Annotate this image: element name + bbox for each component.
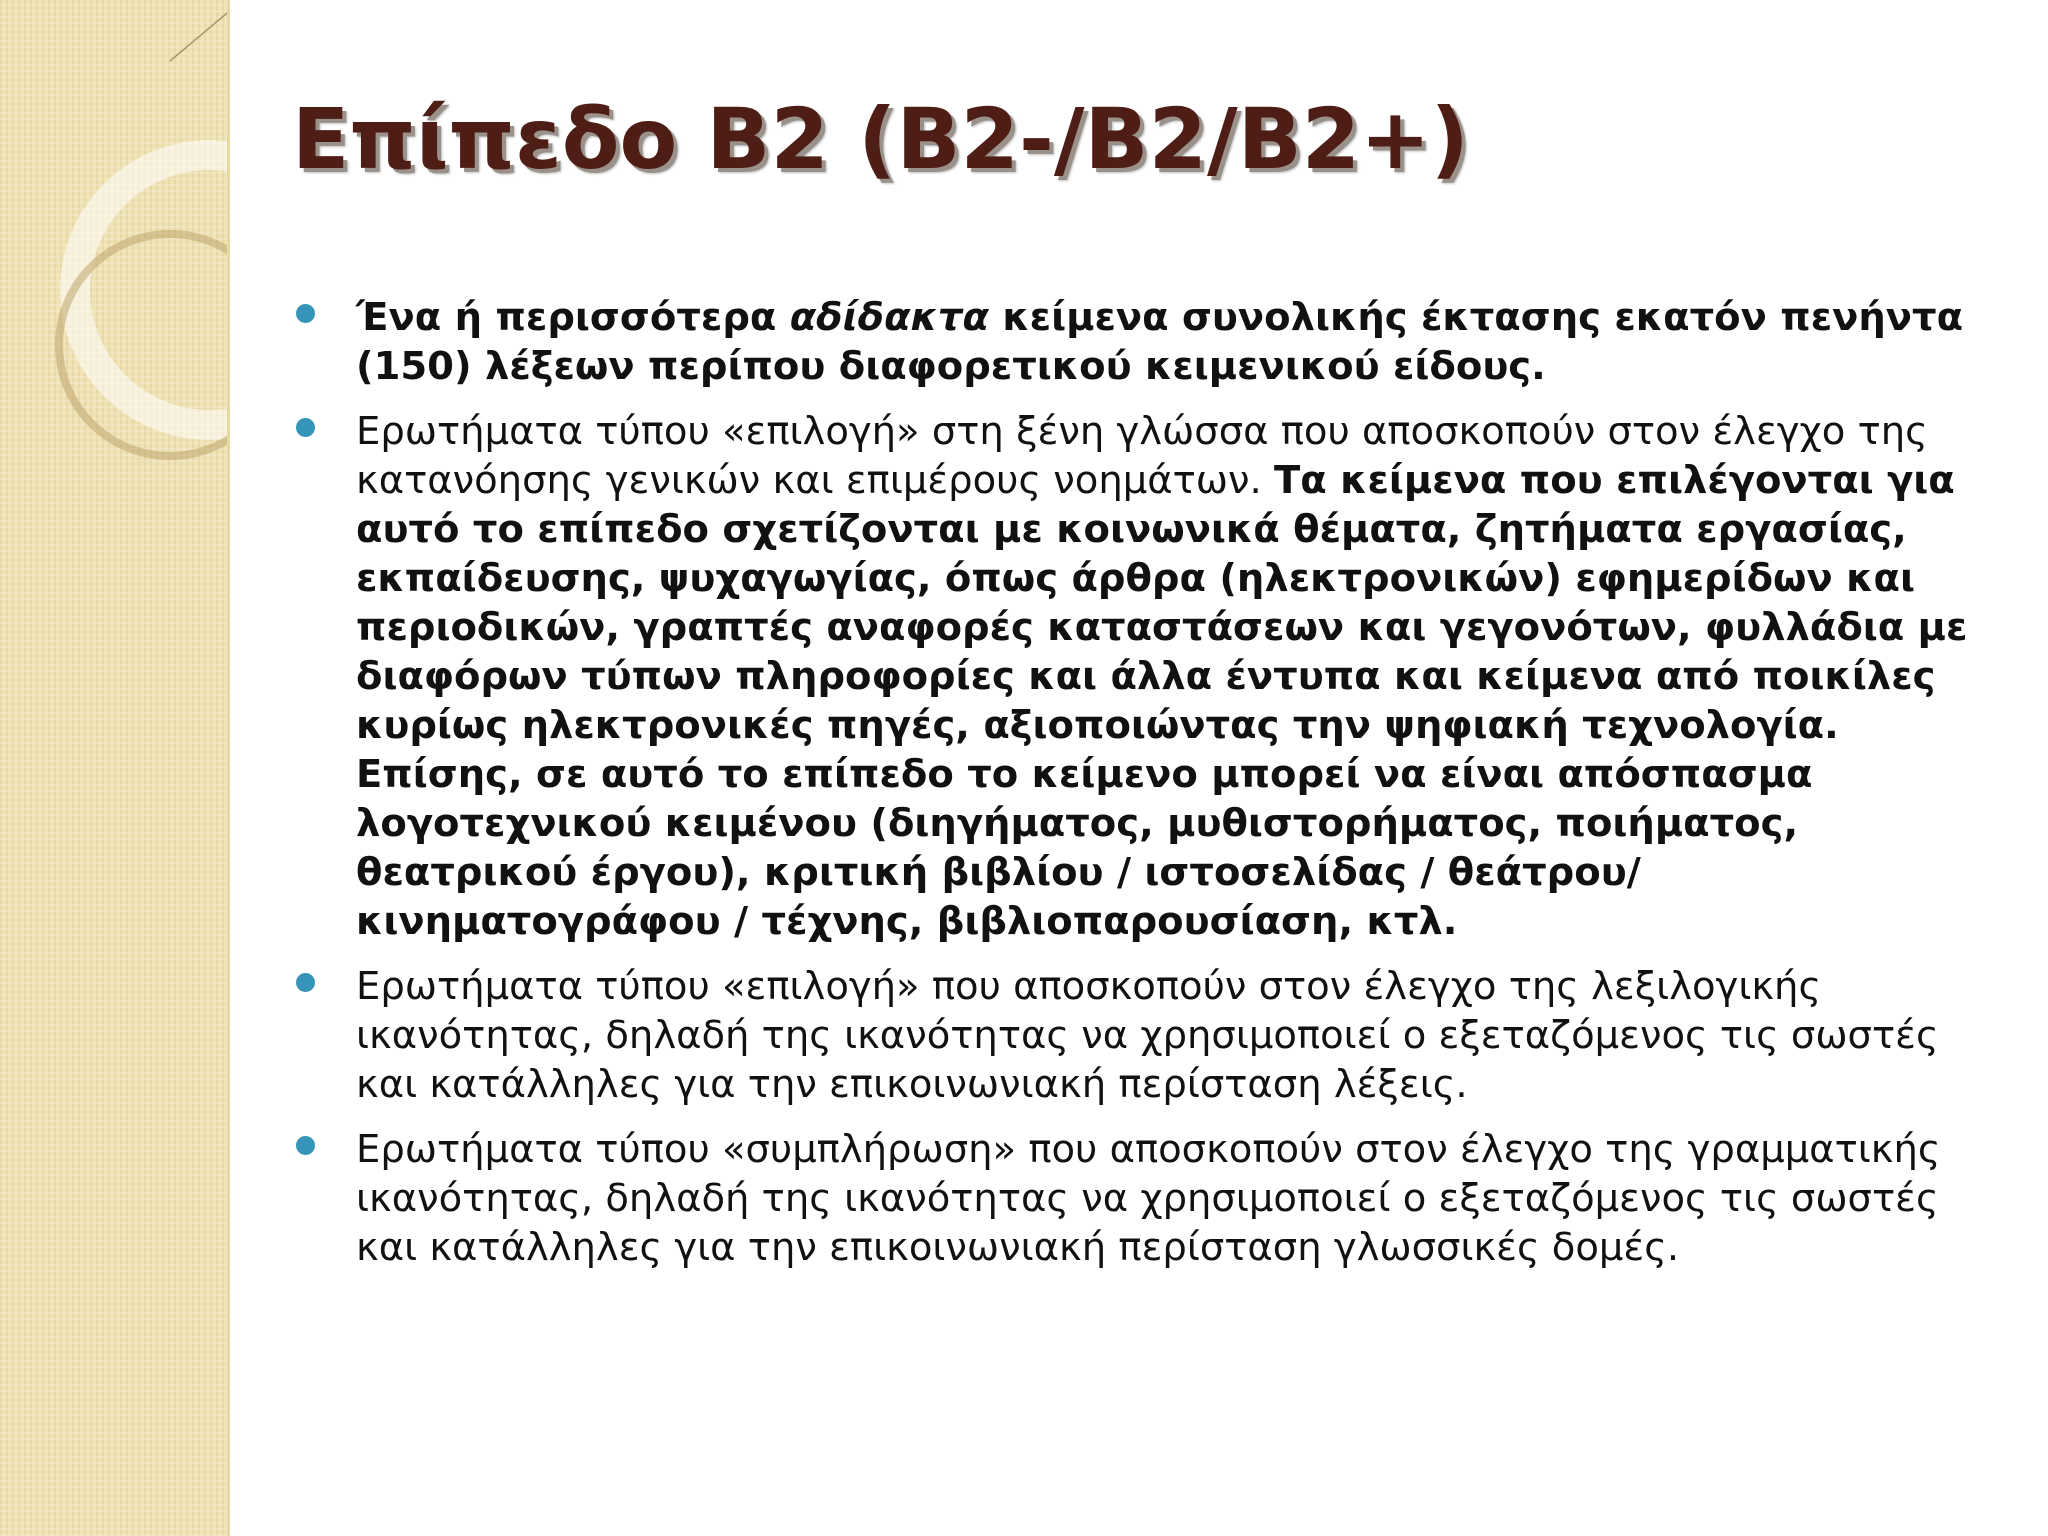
item-text: Ερωτήματα τύπου «επιλογή» που αποσκοπούν στον έλεγχο της λεξιλογικής ικανότητας, δηλαδή της ικανότητας να χρησιμοποιεί ο εξεταζόμενος τις σωστές και κατάλληλες για την επικοινωνιακή περίσταση λέξεις. xyxy=(356,964,1939,1107)
list-item xyxy=(296,1125,1986,1272)
item-text-bold: Ένα ή περισσότερα xyxy=(356,295,790,340)
bullet-dot xyxy=(296,418,315,437)
item-text-bold: Τα κείμενα που επιλέγονται για αυτό το επίπεδο σχετίζονται με κοινωνικά θέματα, ζητήματα εργασίας, εκπαίδευσης, ψυχαγωγίας, όπως άρθρα (ηλεκτρονικών) εφημερίδων και περιοδικών, γραπτές αναφορές καταστάσεων και γεγονότων, φυλλάδια με διαφόρων τύπων πληροφορίες και άλλα έντυπα και κείμενα από ποικίλες κυρίως ηλεκτρονικές πηγές, αξιοποιώντας την ψηφιακή τεχνολογία. Επίσης, σε αυτό το επίπεδο το κείμενο μπορεί να είναι απόσπασμα λογοτεχνικού κειμένου (διηγήματος, μυθιστορήματος, ποιήματος, θεατρικού έργου), κριτική βιβλίου / ιστοσελίδας / θεάτρου/ κινηματογράφου / τέχνης, βιβλιοπαρουσίαση, κτλ. xyxy=(356,458,1968,944)
list-item xyxy=(296,962,1986,1109)
bullet-dot xyxy=(296,304,315,323)
item-text: Ερωτήματα τύπου «επιλογή» στη ξένη γλώσσα που αποσκοπούν στον έλεγχο της κατανόησης γενικών και επιμέρους νοημάτων. xyxy=(356,409,1928,503)
decorative-corner-line xyxy=(170,0,227,62)
item-text-bold-italic: αδίδακτα xyxy=(789,295,989,340)
list-item xyxy=(296,293,1986,391)
decorative-side-panel xyxy=(0,0,227,1536)
slide-title: Επίπεδο Β2 (Β2-/Β2/Β2+) xyxy=(292,90,1469,188)
item-text: Ερωτήματα τύπου «συμπλήρωση» που αποσκοπούν στον έλεγχο της γραμματικής ικανότητας, δηλαδή της ικανότητας να χρησιμοποιεί ο εξεταζόμενος τις σωστές και κατάλληλες για την επικοινωνιακή περίσταση γλωσσικές δομές. xyxy=(356,1127,1941,1270)
bullet-dot xyxy=(296,973,315,992)
list-item xyxy=(296,407,1986,946)
item-text-bold: κείμενα συνολικής έκτασης εκατόν πενήντα (150) λέξεων περίπου διαφορετικού κειμενικού είδους. xyxy=(356,295,1964,389)
bullet-dot xyxy=(296,1136,315,1155)
side-panel-edge xyxy=(227,0,230,1536)
bullet-list xyxy=(296,293,1986,1288)
